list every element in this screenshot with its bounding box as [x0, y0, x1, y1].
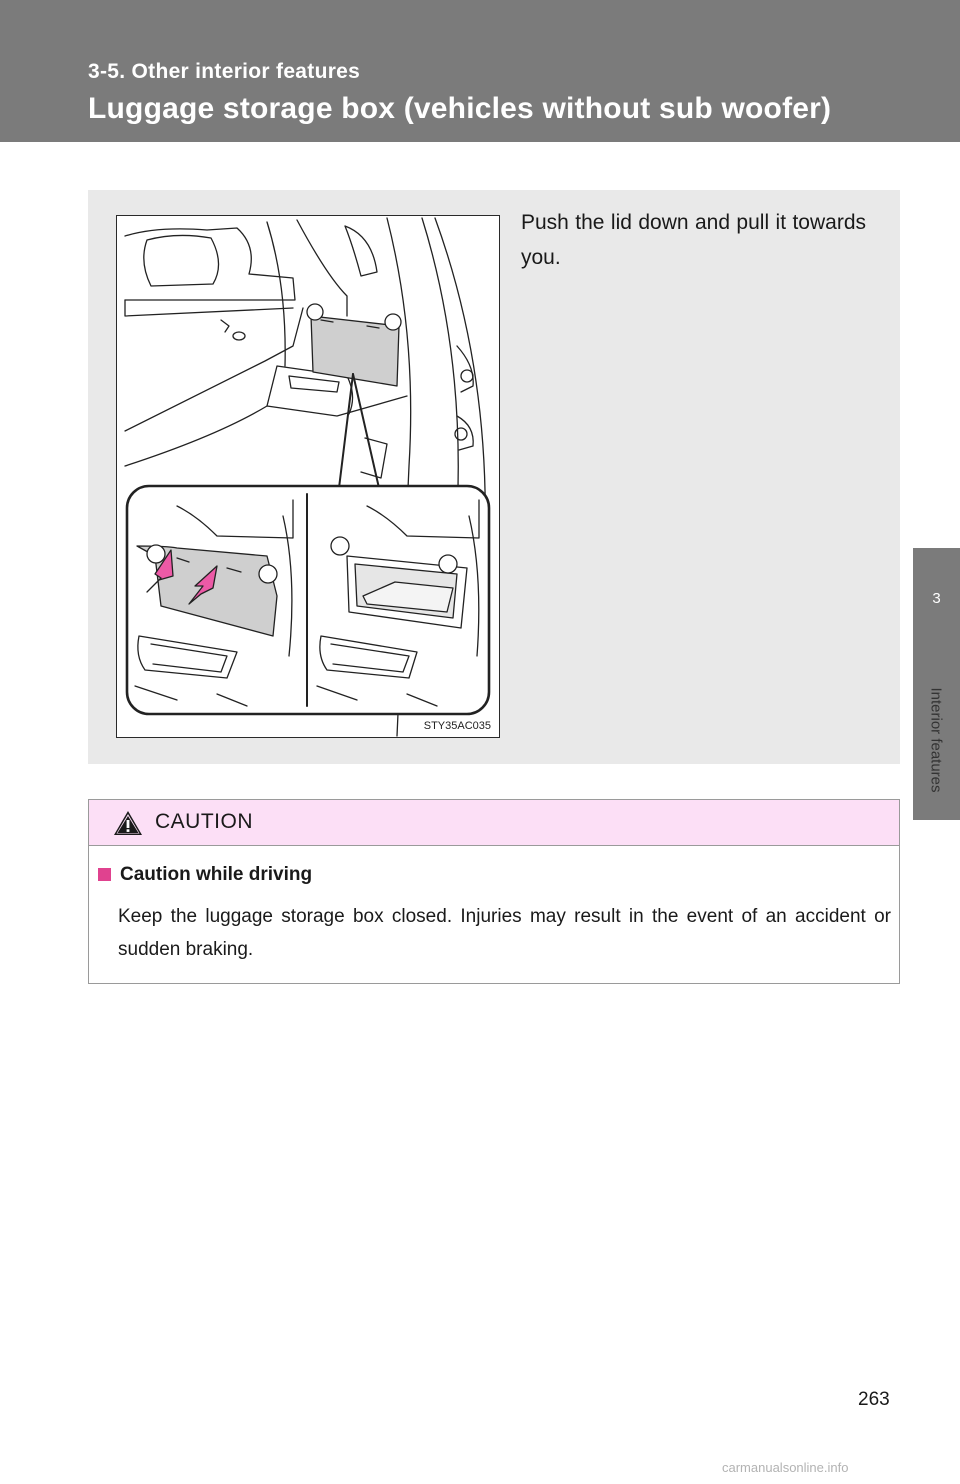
- caution-item-heading: [98, 864, 312, 886]
- instruction-text: Push the lid down and pull it towards you.: [521, 211, 866, 269]
- page-number: 263: [858, 1389, 890, 1410]
- warning-triangle-icon: [113, 810, 143, 836]
- bullet-square-icon: [98, 868, 111, 881]
- caution-title: CAUTION: [155, 810, 253, 833]
- caution-item-body: Keep the luggage storage box closed. Injuries may result in the event of an accident or sudden braking.: [118, 906, 891, 960]
- luggage-box-illustration: [116, 215, 500, 738]
- section-label: 3-5. Other interior features: [88, 60, 361, 83]
- page-header: [0, 0, 960, 142]
- caution-item-title: Caution while driving: [120, 864, 313, 885]
- watermark: carmanualsonline.info: [722, 1460, 849, 1475]
- chapter-label: Interior features: [927, 687, 945, 793]
- caution-box: [88, 799, 900, 984]
- caution-header: [89, 800, 899, 846]
- page-title: Luggage storage box (vehicles without sub woofer): [88, 92, 832, 125]
- figure-code: STY35AC035: [423, 720, 491, 732]
- chapter-number: 3: [932, 590, 941, 607]
